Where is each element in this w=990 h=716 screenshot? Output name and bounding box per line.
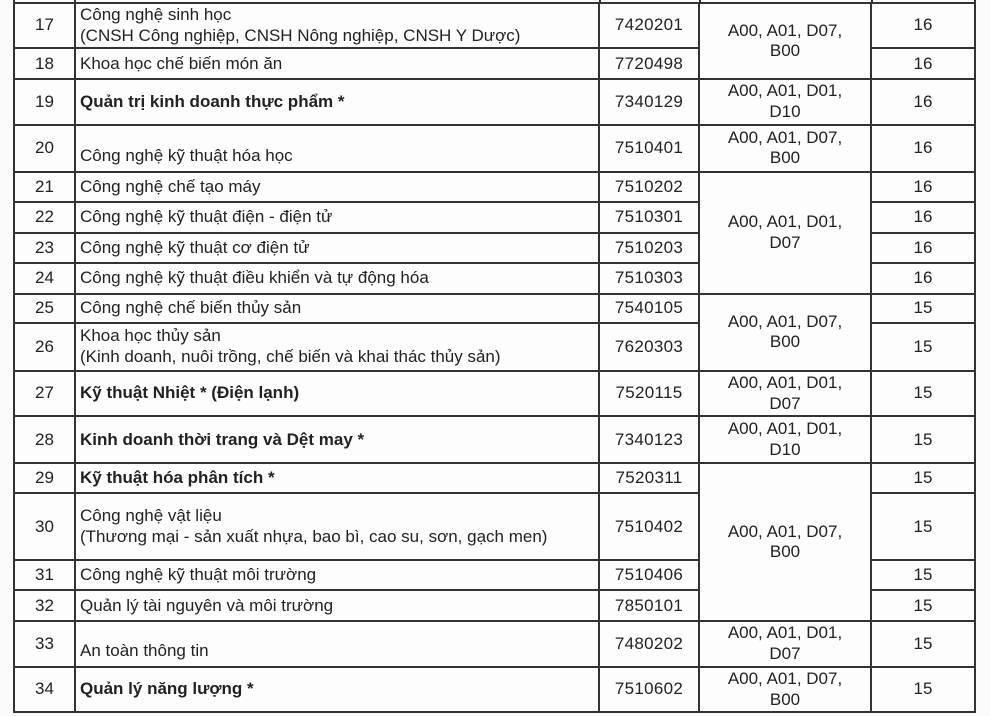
subject-combination-line: B00 — [769, 689, 801, 709]
table-row — [14, 463, 975, 493]
stt-cell: 17 — [14, 3, 75, 48]
stt-cell: 29 — [14, 463, 75, 493]
score-cell: 15 — [871, 667, 975, 712]
stt-cell: 18 — [14, 48, 75, 79]
major-name: Kỹ thuật hóa phân tích * — [80, 468, 275, 488]
major-code-cell: 7520115 — [599, 371, 699, 416]
major-name: Công nghệ kỹ thuật môi trường — [80, 565, 317, 585]
major-name-cell — [75, 172, 599, 202]
major-name: Kinh doanh thời trang và Dệt may * — [80, 429, 365, 449]
score-cell: 16 — [871, 263, 975, 294]
admission-table — [13, 2, 976, 713]
table-row — [14, 3, 975, 48]
stt-cell: 31 — [14, 560, 75, 590]
subject-combination-cell — [699, 79, 871, 124]
subject-combination-line: B00 — [769, 41, 801, 61]
major-name: Công nghệ chế biến thủy sản — [80, 298, 302, 318]
stt-cell: 26 — [14, 323, 75, 371]
stt-cell: 22 — [14, 202, 75, 233]
table-row — [14, 172, 975, 202]
major-name: Quản lý năng lượng * — [80, 679, 254, 699]
subject-combination-line: A00, A01, D01, — [727, 81, 843, 101]
major-name: Khoa học thủy sản — [80, 326, 221, 346]
major-code-cell: 7510202 — [599, 172, 699, 202]
score-cell: 16 — [871, 172, 975, 202]
major-name-cell — [75, 294, 599, 323]
major-code-cell: 7340129 — [599, 79, 699, 124]
major-name-cell — [75, 263, 599, 294]
subject-combination-line: A00, A01, D01, — [727, 212, 843, 232]
major-name: Quản lý tài nguyên và môi trường — [80, 595, 334, 615]
score-cell: 15 — [871, 416, 975, 463]
score-cell: 15 — [871, 371, 975, 416]
score-cell: 16 — [871, 3, 975, 48]
subject-combination-cell — [699, 621, 871, 666]
major-name-cell — [75, 621, 599, 666]
score-cell: 15 — [871, 294, 975, 323]
subject-combination-line: D10 — [769, 102, 801, 122]
major-code-cell: 7340123 — [599, 416, 699, 463]
major-code-cell: 7520311 — [599, 463, 699, 493]
subject-combination-cell — [699, 3, 871, 79]
major-name: Công nghệ kỹ thuật điều khiển và tự động hóa — [80, 268, 429, 288]
score-cell: 16 — [871, 79, 975, 124]
subject-combination-cell — [699, 294, 871, 371]
subject-combination-line: A00, A01, D01, — [727, 419, 843, 439]
major-code-cell: 7540105 — [599, 294, 699, 323]
major-name: Công nghệ kỹ thuật hóa học — [80, 146, 293, 166]
major-code-cell: 7510602 — [599, 667, 699, 712]
subject-combination-line: B00 — [769, 542, 801, 562]
subject-combination-line: D07 — [769, 232, 801, 252]
stt-cell: 27 — [14, 371, 75, 416]
subject-combination-line: D10 — [769, 439, 801, 459]
stt-cell: 20 — [14, 125, 75, 172]
major-name: Công nghệ vật liệu — [80, 506, 222, 526]
major-code-cell: 7510406 — [599, 560, 699, 590]
score-cell: 15 — [871, 560, 975, 590]
major-code-cell: 7510303 — [599, 263, 699, 294]
subject-combination-cell — [699, 172, 871, 294]
major-name-cell — [75, 3, 599, 48]
stt-cell: 21 — [14, 172, 75, 202]
major-name-cell — [75, 79, 599, 124]
table-row — [14, 294, 975, 323]
major-name-subtitle: (Kinh doanh, nuôi trồng, chế biến và khai thác thủy sản) — [80, 346, 501, 366]
score-cell: 16 — [871, 202, 975, 233]
subject-combination-line: A00, A01, D07, — [727, 20, 843, 40]
subject-combination-cell — [699, 416, 871, 463]
stt-cell: 32 — [14, 590, 75, 621]
major-name-cell — [75, 560, 599, 590]
score-cell: 15 — [871, 493, 975, 560]
score-cell: 15 — [871, 621, 975, 666]
major-name-cell — [75, 202, 599, 233]
subject-combination-line: D07 — [769, 393, 801, 413]
subject-combination-cell — [699, 125, 871, 172]
major-code-cell: 7620303 — [599, 323, 699, 371]
score-cell: 15 — [871, 463, 975, 493]
table-row — [14, 621, 975, 666]
stt-cell: 30 — [14, 493, 75, 560]
score-cell: 16 — [871, 233, 975, 263]
major-code-cell: 7850101 — [599, 590, 699, 621]
score-cell: 15 — [871, 323, 975, 371]
subject-combination-line: A00, A01, D07, — [727, 668, 843, 688]
table-row — [14, 371, 975, 416]
table-row — [14, 79, 975, 124]
major-code-cell: 7510402 — [599, 493, 699, 560]
table-row — [14, 667, 975, 712]
stt-cell: 33 — [14, 621, 75, 666]
major-name-subtitle: (CNSH Công nghiệp, CNSH Nông nghiệp, CNSH Y Dược) — [80, 25, 521, 45]
stt-cell: 24 — [14, 263, 75, 294]
score-cell: 16 — [871, 48, 975, 79]
subject-combination-line: A00, A01, D07, — [727, 127, 843, 147]
score-cell: 16 — [871, 125, 975, 172]
major-name: Khoa học chế biến món ăn — [80, 53, 283, 73]
table-row — [14, 416, 975, 463]
subject-combination-line: A00, A01, D07, — [727, 521, 843, 541]
major-name: Quản trị kinh doanh thực phẩm * — [80, 91, 345, 111]
major-name: Công nghệ kỹ thuật điện - điện tử — [80, 207, 333, 227]
subject-combination-cell — [699, 371, 871, 416]
major-code-cell: 7510301 — [599, 202, 699, 233]
major-name-cell — [75, 590, 599, 621]
major-code-cell: 7510401 — [599, 125, 699, 172]
major-name-cell — [75, 48, 599, 79]
subject-combination-line: B00 — [769, 332, 801, 352]
table-row — [14, 125, 975, 172]
major-name: Công nghệ kỹ thuật cơ điện tử — [80, 237, 310, 257]
major-code-cell: 7420201 — [599, 3, 699, 48]
major-code-cell: 7720498 — [599, 48, 699, 79]
major-name-cell — [75, 493, 599, 560]
subject-combination-cell — [699, 667, 871, 712]
major-name-cell — [75, 463, 599, 493]
stt-cell: 23 — [14, 233, 75, 263]
admission-table-body — [14, 3, 975, 712]
stt-cell: 28 — [14, 416, 75, 463]
major-name-cell — [75, 323, 599, 371]
stt-cell: 25 — [14, 294, 75, 323]
subject-combination-line: B00 — [769, 148, 801, 168]
major-name: Kỹ thuật Nhiệt * (Điện lạnh) — [80, 383, 300, 403]
subject-combination-line: A00, A01, D01, — [727, 372, 843, 392]
major-name-cell — [75, 233, 599, 263]
major-name-subtitle: (Thương mại - sản xuất nhựa, bao bì, cao su, sơn, gạch men) — [80, 526, 548, 546]
major-name: An toàn thông tin — [80, 641, 209, 661]
major-name: Công nghệ chế tạo máy — [80, 176, 261, 196]
subject-combination-line: A00, A01, D01, — [727, 623, 843, 643]
major-name-cell — [75, 371, 599, 416]
subject-combination-cell — [699, 463, 871, 621]
major-name-cell — [75, 416, 599, 463]
subject-combination-line: D07 — [769, 644, 801, 664]
major-name-cell — [75, 667, 599, 712]
subject-combination-line: A00, A01, D07, — [727, 311, 843, 331]
stt-cell: 34 — [14, 667, 75, 712]
major-code-cell: 7510203 — [599, 233, 699, 263]
score-cell: 15 — [871, 590, 975, 621]
stt-cell: 19 — [14, 79, 75, 124]
major-code-cell: 7480202 — [599, 621, 699, 666]
major-name-cell — [75, 125, 599, 172]
major-name: Công nghệ sinh học — [80, 5, 232, 24]
